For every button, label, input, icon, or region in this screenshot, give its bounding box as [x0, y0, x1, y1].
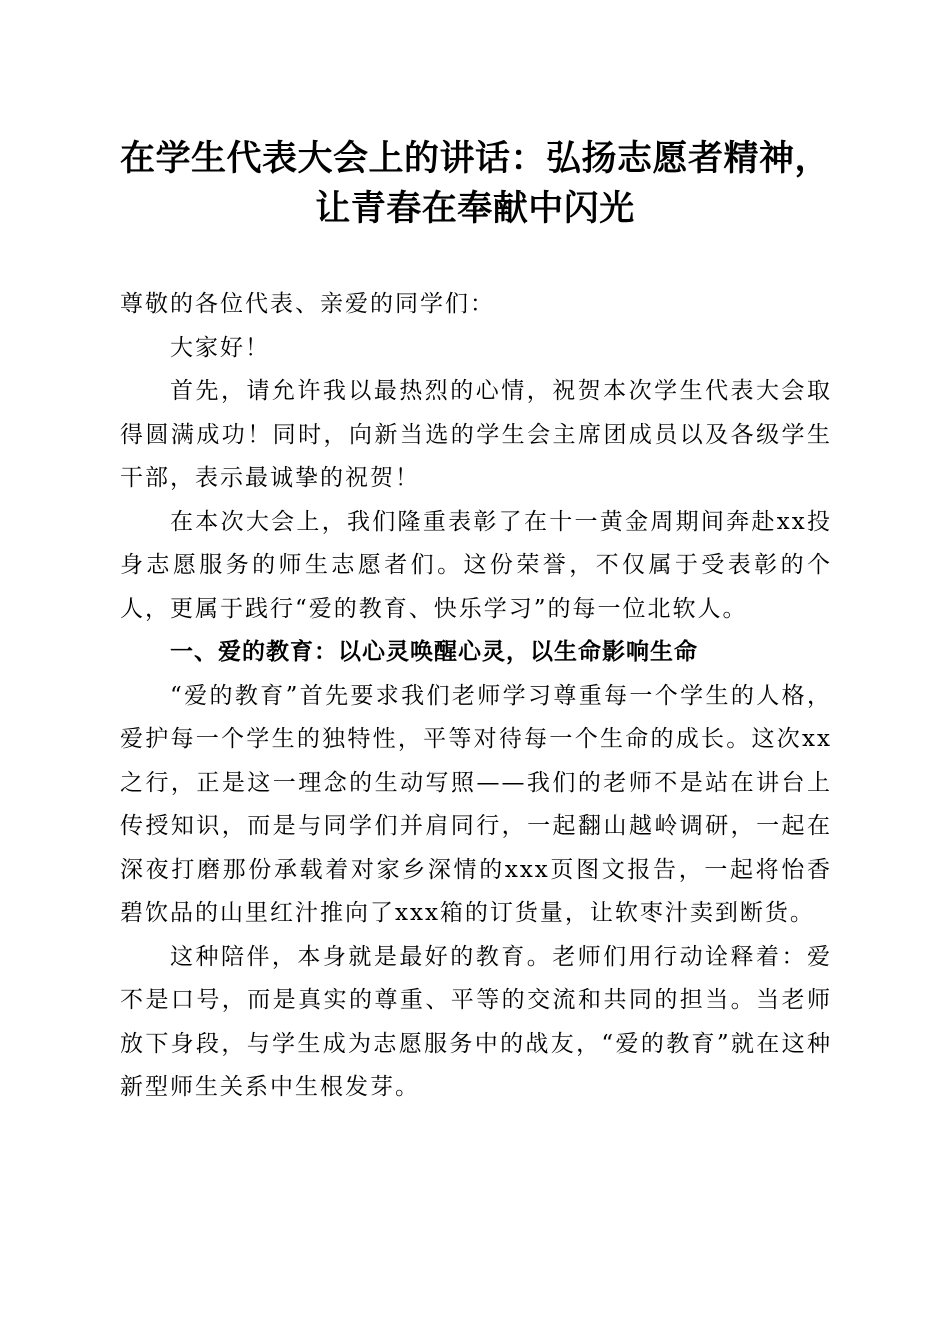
commendation-paragraph: 在本次大会上，我们隆重表彰了在十一黄金周期间奔赴xx投身志愿服务的师生志愿者们。这份荣誉，不仅属于受表彰的个人，更属于践行“爱的教育、快乐学习”的每一位北软人。	[120, 508, 832, 622]
congratulation-paragraph: 首先，请允许我以最热烈的心情，祝贺本次学生代表大会取得圆满成功！同时，向新当选的学生会主席团成员以及各级学生干部，表示最诚挚的祝贺！	[120, 378, 832, 491]
salutation: 尊敬的各位代表、亲爱的同学们：	[120, 291, 495, 317]
section-heading: 一、爱的教育：以心灵唤醒心灵，以生命影响生命	[170, 639, 698, 665]
document-body	[120, 283, 832, 1110]
document-title-line-1: 在学生代表大会上的讲话：弘扬志愿者精神，	[119, 138, 830, 179]
document-title-line-2: 让青春在奉献中闪光	[315, 188, 635, 229]
section-paragraph-1: “爱的教育”首先要求我们老师学习尊重每一个学生的人格，爱护每一个学生的独特性，平等对待每一个生命的成长。这次xx之行，正是这一理念的生动写照——我们的老师不是站在讲台上传授知识，而是与同学们并肩同行，一起翻山越岭调研，一起在深夜打磨那份承载着对家乡深情的xxx页图文报告，一起将怡香碧饮品的山里红汁推向了xxx箱的订货量，让软枣汁卖到断货。	[120, 682, 832, 926]
section-paragraph-2: 这种陪伴，本身就是最好的教育。老师们用行动诠释着：爱不是口号，而是真实的尊重、平等的交流和共同的担当。当老师放下身段，与学生成为志愿服务中的战友，“爱的教育”就在这种新型师生关系中生根发芽。	[120, 943, 832, 1100]
greeting-paragraph: 大家好！	[170, 334, 270, 361]
